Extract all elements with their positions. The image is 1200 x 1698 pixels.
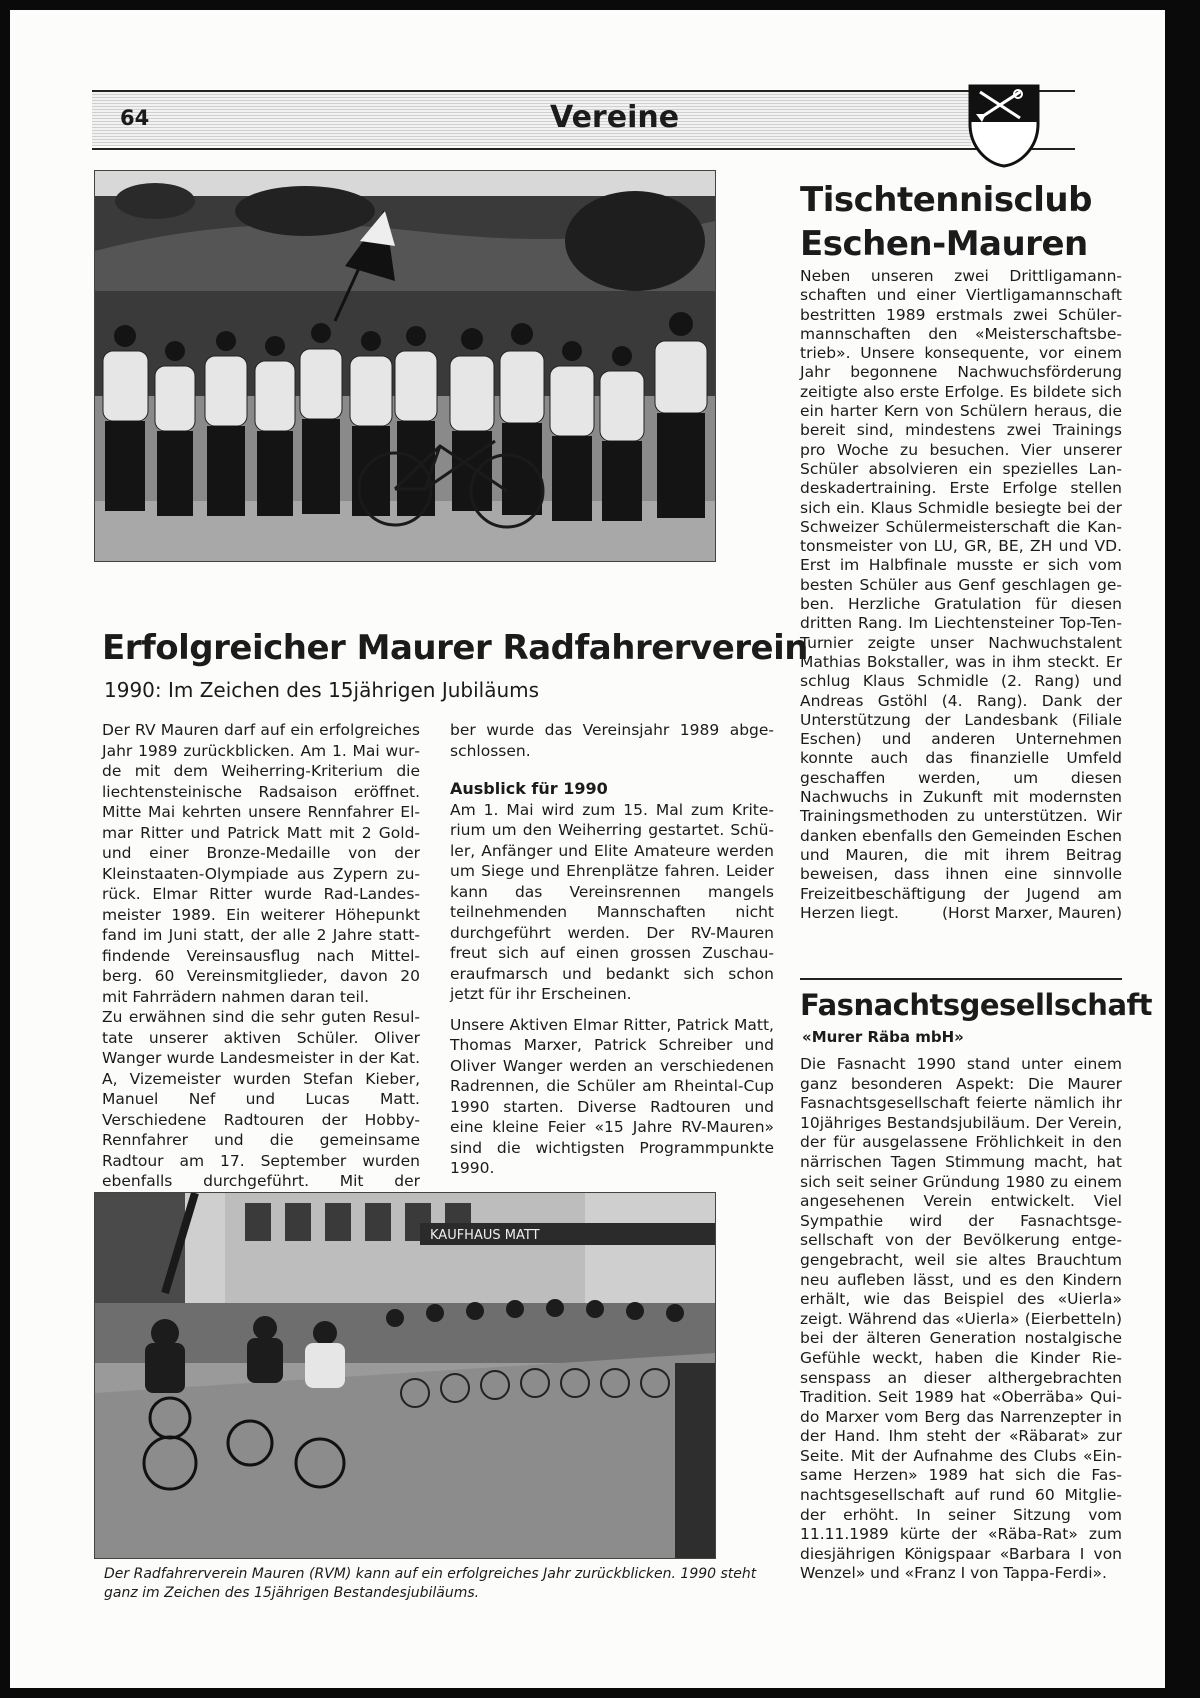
article-subheadline: 1990: Im Zeichen des 15jährigen Jubiläums bbox=[104, 678, 540, 702]
page-number: 64 bbox=[120, 106, 150, 130]
article-paragraph: Unsere Aktiven Elmar Ritter, Patrick Matt, Thomas Marxer, Patrick Schreiber und Oliver Wanger werden an verschiedenen Radrennen, die Schüler am Rheintal-Cup 1990 starten. Diverse Radtouren und eine kleine Feier «15 Jahre RV-Mauren» sind die wichtigsten Programmpunkte 1990. bbox=[450, 1015, 774, 1177]
fasnacht-title: Fasnachtsgesellschaft bbox=[800, 988, 1152, 1022]
fasnacht-text: Die Fasnacht 1990 stand unter einem ganz besonderen Aspekt: Die Maurer Fasnachtsgesellschaft feierte nämlich ihr 10jähriges Bestandsjubiläum. Der Verein, der für ausgelassene Fröhlichkeit in den närrischen Tagen Stimmung macht, hat sich seit seiner Gründung 1980 zu einem angesehenen Verein entwickelt. Viel Sympathie wird der Fasnachtsgesellschaft von der Bevölkerung entgegengebracht, weil sie altes Brauchtum neu aufleben lässt, und es den Kindern erhält, wie das Beispiel des «Uierla» zeigt. Während das «Uierla» (Eierbetteln) bei der älteren Generation nostalgische Gefühle weckt, haben die Kinder Riesenspass an dieser althergebrachten Tradition. Seit 1989 hat «Oberräba» Quido Marxer vom Berg das Narrenzepter in der Hand. Ihm steht der «Räbarat» zur Seite. Mit der Aufnahme des Clubs «Einsame Herzen» 1989 hat sich die Fasnachtsgesellschaft auf rund 60 Mitglieder erhöht. In seiner Sitzung vom 11.11.1989 kürte der «Räba-Rat» zum diesjährigen Königspaar «Barbara I von Wenzel» und «Franz I von Tappa-Ferdi». bbox=[800, 1055, 1122, 1583]
header-band bbox=[92, 92, 971, 146]
fasnacht-body bbox=[800, 1055, 1122, 1584]
race-photo bbox=[94, 1192, 716, 1559]
storefront-sign: KAUFHAUS MATT bbox=[430, 1228, 540, 1243]
article-headline: Erfolgreicher Maurer Radfahrerverein bbox=[102, 628, 808, 668]
article-paragraph: Zu erwähnen sind die sehr guten Resultate unserer aktiven Schüler. Oliver Wanger wurde Landesmeister in der Kat. A, Vizemeister wurden Stefan Kieber, Manuel Nef und Lucas Matt. Verschiedene Radtouren der Hobby-Rennfahrer und die gemeinsame Radtour am 17. September wurden ebenfalls durchgeführt. Mit der bbox=[102, 1008, 420, 1190]
tischtennis-text: Neben unseren zwei Drittligamannschaften und einer Viertligamannschaft bestritten 1989 erstmals zwei Schülermannschaften den «Meisterschaftsbetrieb». Unsere konsequente, vor einem Jahr begonnene Nachwuchsförderung zeitigte also erste Erfolge. Es bildete sich ein harter Kern von Schülern heraus, die bereit sind, mindestens zwei Trainings pro Woche zu besuchen. Vier unserer Schüler absolvieren ein spezielles Landeskadertraining. Erste Erfolge stellen sich ein. Klaus Schmidle besiegte bei der Schweizer Schülermeisterschaft die Kantonsmeister von LU, GR, BE, ZH und VD. Erst im Halbfinale musste er sich vom besten Schüler aus Genf geschlagen geben. Herzliche Gratulation für diesen dritten Rang. Im Liechtensteiner Top-Ten-Turnier zeigte unser Nachwuchstalent Mathias Bokstaller, was in ihm steckt. Er schlug Klaus Schmidle (2. Rang) und Andreas Gstöhl (4. Rang). Dank der Unterstützung der Landesbank (Filiale Eschen) und anderen Unternehmen konnte auch das finanzielle Umfeld geschaffen werden, um diesen Nachwuchs in Zukunft mit modernsten Trainingsmethoden zu unterstützen. Wir danken ebenfalls den Gemeinden Eschen und Mauren, die mit ihrem Beitrag beweisen, dass ihnen eine sinnvolle Freizeitbeschäftigung der Jugend am Herzen liegt. bbox=[800, 267, 1122, 922]
article-paragraph: Der RV Mauren darf auf ein erfolgreiches Jahr 1989 zurückblicken. Am 1. Mai wurde mit dem Weiherring-Kriterium die liechtensteinische Radsaison eröffnet. Mitte Mai kehrten unsere Rennfahrer Elmar Ritter und Patrick Matt mit 2 Gold- und einer Bronze-Medaille von der Kleinstaaten-Olympiade aus Zypern zurück. Elmar Ritter wurde Rad-Landesmeister 1989. Ein weiterer Höhepunkt fand im Juni statt, der alle 2 Jahre stattfindende Vereinsausflug nach Mittelberg. 60 Vereinsmitglieder, davon 20 mit Fahrrädern nahmen daran teil. bbox=[102, 721, 420, 1006]
section-title: Vereine bbox=[550, 100, 680, 135]
article-column-1 bbox=[102, 720, 420, 1212]
page bbox=[10, 10, 1165, 1688]
race-photo-icon bbox=[95, 1193, 715, 1558]
header-rule-bottom bbox=[92, 148, 1075, 150]
article-paragraph: Am 1. Mai wird zum 15. Mal zum Kriterium um den Weiherring gestartet. Schüler, Anfänger und Elite Amateure werden um Siege und Ehrenplätze fahren. Leider kann das Vereinsrennen mangels teilnehmenden Mannschaften nicht durchgeführt werden. Der RV-Mauren freut sich auf einen grossen Zuschaueraufmarsch und bedankt sich schon jetzt für ihr Erscheinen. bbox=[450, 800, 774, 1003]
section-divider bbox=[800, 978, 1122, 980]
tischtennis-body bbox=[800, 267, 1122, 923]
article-column-2 bbox=[450, 720, 774, 1179]
article-paragraph: ber wurde das Vereinsjahr 1989 abgeschlossen. bbox=[450, 721, 774, 760]
fasnacht-subtitle: «Murer Räba mbH» bbox=[802, 1028, 964, 1046]
team-photo-icon bbox=[95, 171, 715, 561]
coat-of-arms-icon bbox=[968, 84, 1040, 168]
outlook-heading: Ausblick für 1990 bbox=[450, 779, 608, 798]
tischtennis-author: (Horst Marxer, Mauren) bbox=[941, 903, 1122, 922]
team-photo bbox=[94, 170, 716, 562]
photo-caption: Der Radfahrerverein Mauren (RVM) kann auf ein erfolgreiches Jahr zurückblicken. 1990 steht ganz im Zeichen des 15jährigen Bestandesjubiläums. bbox=[104, 1566, 757, 1601]
tischtennis-title: Tischtennisclub Eschen-Mauren bbox=[800, 180, 1092, 264]
